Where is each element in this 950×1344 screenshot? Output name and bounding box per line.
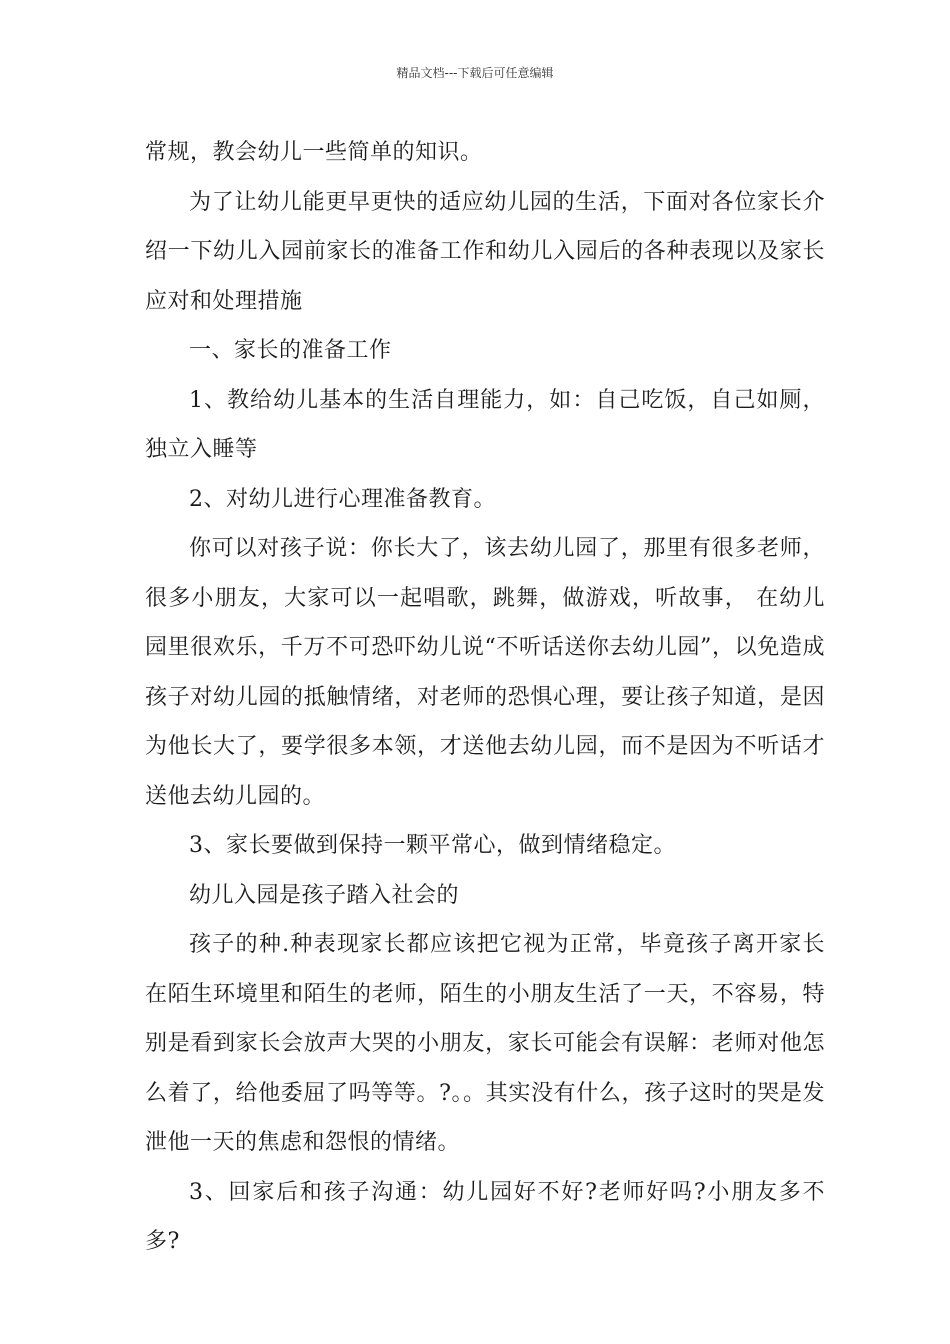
list-item-self-care: 1、教给幼儿基本的生活自理能力，如：自己吃饭，自己如厕，独立入睡等 — [145, 387, 825, 462]
page-header: 精品文档---下载后可任意编辑 — [396, 66, 554, 80]
list-item-psych-prep: 2、对幼儿进行心理准备教育。 — [189, 486, 496, 512]
list-item-calm-mind: 3、家长要做到保持一颗平常心，做到情绪稳定。 — [189, 833, 676, 858]
paragraph-continuation: 常规，教会幼儿一些简单的知识。 — [145, 140, 483, 165]
paragraph-intro: 为了让幼儿能更早更快的适应幼儿园的生活，下面对各位家长介绍一下幼儿入园前家长的准备工作和幼儿入园后的各种表现以及家长应对和处理措施 — [145, 189, 825, 314]
document-body — [145, 128, 825, 1267]
paragraph-behaviors: 孩子的种.种表现家长都应该把它视为正常，毕竟孩子离开家长在陌生环境里和陌生的老师，陌生的小朋友生活了一天，不容易，特别是看到家长会放声大哭的小朋友，家长可能会有误解：老师对他怎么着了，给他委屈了吗等等。?。。其实没有什么，孩子这时的哭是发泄他一天的焦虑和怨恨的情绪。 — [145, 932, 825, 1155]
list-item-communicate: 3、回家后和孩子沟通：幼儿园好不好?老师好吗?小朋友多不多? — [145, 1179, 825, 1254]
paragraph-society: 幼儿入园是孩子踏入社会的 — [189, 882, 460, 908]
paragraph-talk-to-child: 你可以对孩子说：你长大了，该去幼儿园了，那里有很多老师，很多小朋友，大家可以一起唱歌，跳舞，做游戏，听故事， 在幼儿园里很欢乐，千万不可恐吓幼儿说“不听话送你去幼儿园”，以免造成孩子对幼儿园的抵触情绪，对老师的恐惧心理，要让孩子知道，是因为他长大了，要学很多本领，才送他去幼儿园，而不是因为不听话才送他去幼儿园的。 — [145, 536, 825, 809]
section-heading: 一、家长的准备工作 — [189, 338, 392, 363]
